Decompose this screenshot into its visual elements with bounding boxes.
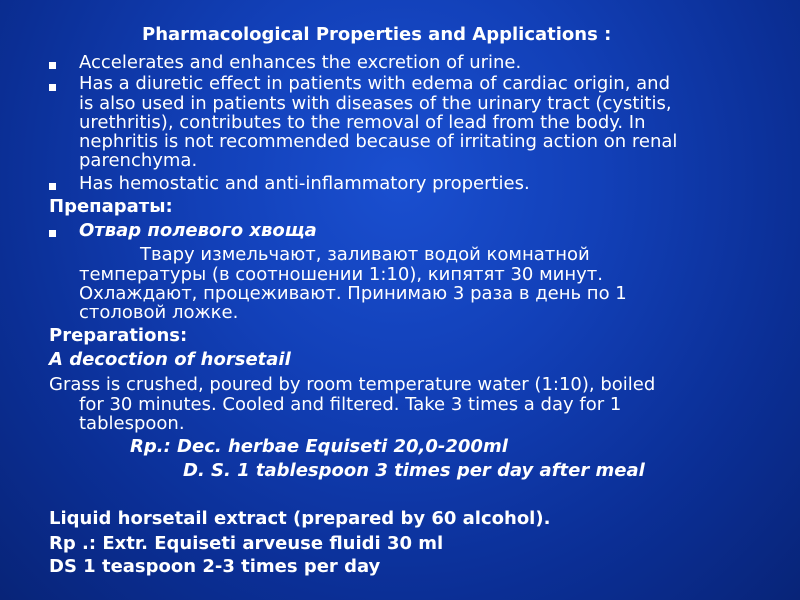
ru-item-text: столовой ложке. — [79, 302, 239, 323]
bullet-marker — [49, 84, 56, 91]
extract-title: Liquid horsetail extract (prepared by 60 alcohol). — [49, 508, 551, 529]
ru-item-text: температуры (в соотношении 1:10), кипятят 30 минут. — [79, 264, 604, 285]
slide-heading: Pharmacological Properties and Applications : — [142, 24, 612, 45]
rx-line: Rp.: Dec. herbae Equiseti 20,0-200ml — [130, 436, 508, 457]
en-item-text: Grass is crushed, poured by room temperature water (1:10), boiled — [49, 374, 656, 395]
bullet-text: is also used in patients with diseases of the urinary tract (cystitis, — [79, 93, 672, 114]
bullet-text: Has a diuretic effect in patients with edema of cardiac origin, and — [79, 73, 671, 94]
bullet-text: Accelerates and enhances the excretion of urine. — [79, 52, 522, 73]
bullet-marker — [49, 230, 56, 237]
ru-section-title: Препараты: — [49, 196, 173, 217]
ru-item-text: Тварy измельчают, заливают водой комнатной — [140, 244, 590, 265]
en-item-title: A decoction of horsetail — [49, 349, 291, 370]
extract-rx: Rp .: Extr. Equiseti arveuse fluidi 30 ml — [49, 533, 444, 554]
rx-signature-line: D. S. 1 tablespoon 3 times per day after meal — [183, 460, 645, 481]
ru-item-text: Охлаждают, процеживают. Принимаю 3 раза в день по 1 — [79, 283, 627, 304]
extract-dosage: DS 1 teaspoon 2-3 times per day — [49, 556, 381, 577]
bullet-marker — [49, 62, 56, 69]
bullet-text: parenchyma. — [79, 150, 198, 171]
bullet-text: Has hemostatic and anti-inflammatory properties. — [79, 173, 530, 194]
bullet-text: nephritis is not recommended because of irritating action on renal — [79, 131, 678, 152]
bullet-marker — [49, 183, 56, 190]
en-item-text: tablespoon. — [79, 413, 185, 434]
en-section-title: Preparations: — [49, 325, 188, 346]
bullet-text: urethritis), contributes to the removal of lead from the body. In — [79, 112, 646, 133]
en-item-text: for 30 minutes. Cooled and filtered. Take 3 times a day for 1 — [79, 394, 622, 415]
ru-item-title: Отвар полевого хвоща — [79, 220, 317, 241]
